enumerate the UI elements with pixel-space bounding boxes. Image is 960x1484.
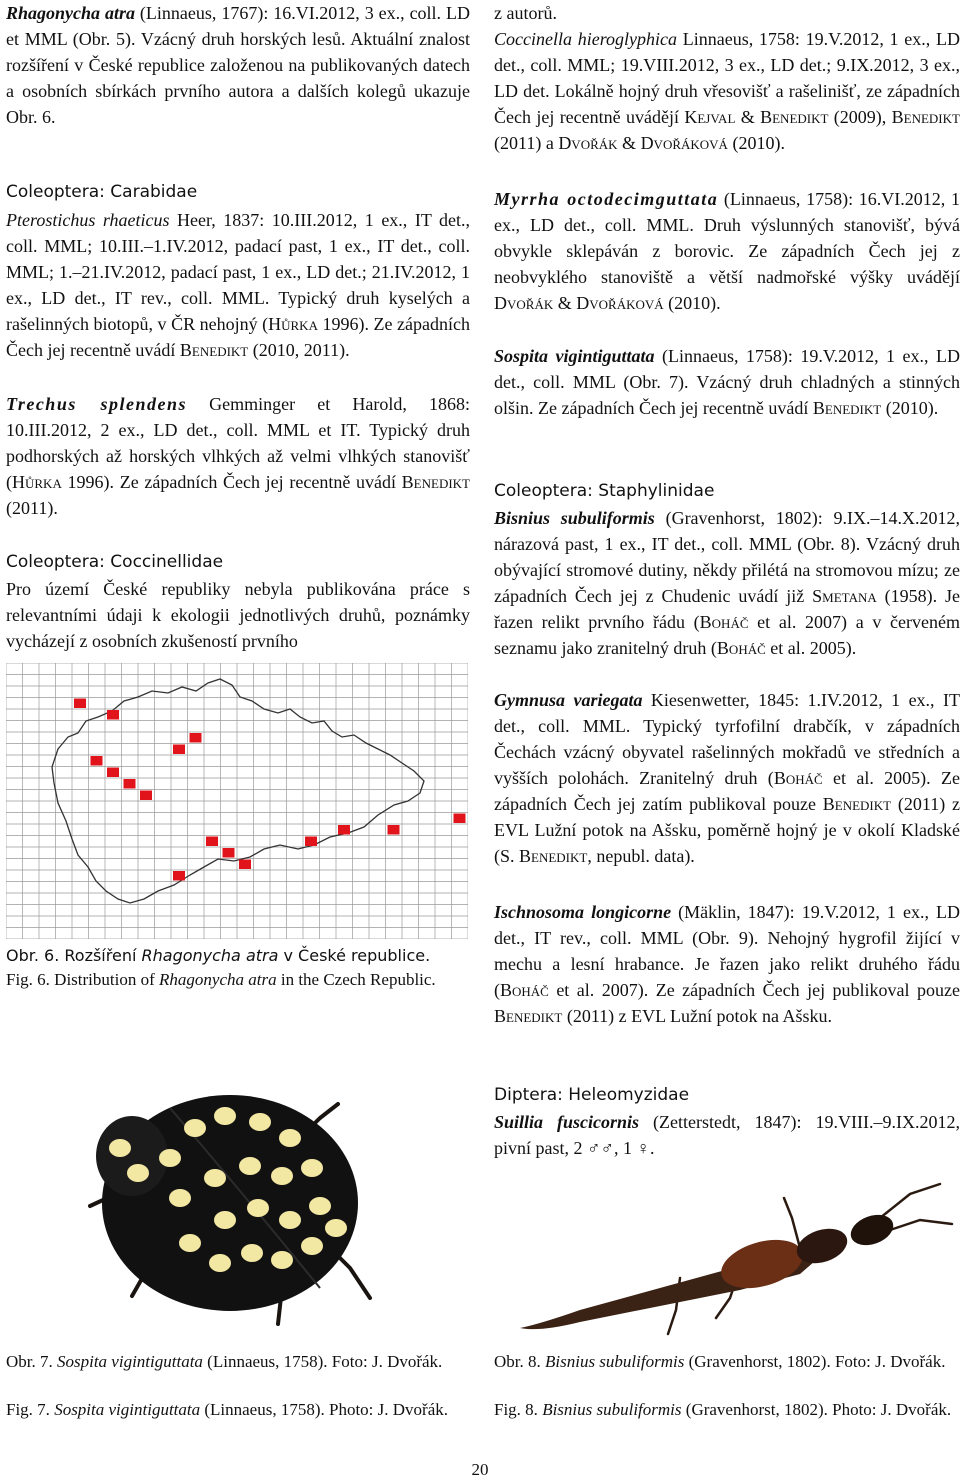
- figure-7-caption-en: Fig. 7. Sospita vigintiguttata (Linnaeus, 1758). Photo: J. Dvořák.: [6, 1400, 448, 1419]
- paragraph-myrrha: Myrrha octodecimguttata (Linnaeus, 1758): 16.VI.2012, 1 ex., LD det., coll. MML. Druh výslunných stanovišť, bývá obvykle sklepáván z borovic. Ze západních Čech jej z neobvyklého stanoviště a větší nadmořské výšky uvádějí Dvořák & Dvořáková (2010).: [494, 189, 960, 313]
- paragraph-gymnusa: Gymnusa variegata Kiesenwetter, 1845: 1.IV.2012, 1 ex., IT det., coll. MML. Typický tyrfofilní drabčík, v západních Čechách vzácný obyvatel rašelinných mokřadů ve středních a vyšších polohách. Zranitelný druh (Boháč et al. 2005). Ze západních Čech jej zatím publikoval pouze Benedikt (2011) z EVL Lužní potok na Ašsku, poměrně hojný je v okolí Kladské (S. Benedikt, nepubl. data).: [494, 690, 960, 866]
- ladybird-spot: [179, 1234, 201, 1252]
- species-name: Sospita vigintiguttata: [494, 346, 655, 366]
- figure-7-caption-cz: Obr. 7. Sospita vigintiguttata (Linnaeus, 1758). Foto: J. Dvořák.: [6, 1352, 443, 1371]
- ladybird-spot: [214, 1211, 236, 1229]
- species-name: Bisnius subuliformis: [494, 508, 655, 528]
- section-heading-carabidae: Coleoptera: Carabidae: [6, 182, 198, 202]
- record-square: [305, 837, 317, 847]
- section-heading-coccinellidae: Coleoptera: Coccinellidae: [6, 552, 224, 572]
- record-square: [239, 860, 251, 870]
- ladybird-spot: [249, 1113, 271, 1131]
- record-square: [223, 848, 235, 858]
- record-square: [91, 756, 103, 766]
- record-square: [140, 791, 152, 801]
- rove-beetle-photo: [500, 1178, 960, 1344]
- ladybird-spot: [239, 1157, 261, 1175]
- record-square: [74, 699, 86, 709]
- record-square: [107, 768, 119, 778]
- ladybird-head: [96, 1116, 168, 1196]
- section-heading-heleomyzidae: Diptera: Heleomyzidae: [494, 1085, 690, 1105]
- figure-8-caption-en: Fig. 8. Bisnius subuliformis (Gravenhorst, 1802). Photo: J. Dvořák.: [494, 1400, 952, 1419]
- distribution-map: [6, 663, 468, 939]
- species-name: Ischnosoma longicorne: [494, 902, 672, 922]
- ladybird-spot: [209, 1254, 231, 1272]
- paragraph-trechus: Trechus splendens Gemminger et Harold, 1868: 10.III.2012, 2 ex., LD det., coll. MML et IT. Typický druh podhorských až horských vlhkých až velmi vlhkých stanovišť (Hůrka 1996). Ze západních Čech jej recentně uvádí Benedikt (2011).: [6, 394, 470, 518]
- record-square: [124, 779, 136, 789]
- figure-8-caption-cz: Obr. 8. Bisnius subuliformis (Gravenhorst, 1802). Foto: J. Dvořák.: [494, 1352, 946, 1371]
- paragraph-pterostichus: Pterostichus rhaeticus Heer, 1837: 10.III.2012, 1 ex., IT det., coll. MML; 10.III.–1.IV.2012, padací past, 1 ex., IT det., coll. MML; 1.–21.IV.2012, padací past, 1 ex., LD det.; 21.IV.2012, 1 ex., LD det., IT rev., coll. MML. Typický druh kyselých a rašelinných biotopů, v ČR nehojný (Hůrka 1996). Ze západních Čech jej recentně uvádí Benedikt (2010, 2011).: [6, 210, 470, 360]
- ladybird-spot: [279, 1211, 301, 1229]
- record-square: [454, 814, 466, 824]
- paragraph-ischnosoma: Ischnosoma longicorne (Mäklin, 1847): 19.V.2012, 1 ex., LD det., IT rev., coll. MML (Obr. 9). Nehojný hygrofil žijící v mechu a lesní hrabance. Je řazen jako relikt druhého řádu (Boháč et al. 2007). Ze západních Čech jej publikoval pouze Benedikt (2011) z EVL Lužní potok na Ašsku.: [494, 902, 960, 1026]
- species-name: Rhagonycha atra: [6, 3, 135, 23]
- paragraph-coccinellidae-intro: Pro území České republiky nebyla publikována práce s relevantními údaji k ekologii jednotlivých druhů, poznámky vycházejí z osobních zkušeností prvního: [6, 579, 470, 651]
- species-name: Gymnusa variegata: [494, 690, 643, 710]
- ladybird-spot: [204, 1169, 226, 1187]
- species-name: Myrrha octodecimguttata: [494, 189, 719, 209]
- paragraph-sospita: Sospita vigintiguttata (Linnaeus, 1758): 19.V.2012, 1 ex., LD det., coll. MML (Obr. 7). Vzácný druh chladných a stinných olšin. Ze západních Čech jej recentně uvádí Benedikt (2010).: [494, 346, 960, 418]
- ladybird-spot: [127, 1164, 149, 1182]
- paragraph-rhagonycha: Rhagonycha atra (Linnaeus, 1767): 16.VI.2012, 3 ex., coll. LD et MML (Obr. 5). Vzácný druh horských lesů. Aktuální znalost rozšíření v České republice založenou na publikovaných datech a osobních sbírkách prvního autora a dalších kolegů ukazuje Obr. 6.: [6, 3, 470, 127]
- ladybird-spot: [169, 1189, 191, 1207]
- ladybird-spot: [271, 1251, 293, 1269]
- ladybird-spot: [271, 1167, 293, 1185]
- ladybird-spot: [184, 1119, 206, 1137]
- ladybird-spot: [159, 1149, 181, 1167]
- record-square: [173, 745, 185, 755]
- species-name: Trechus splendens: [6, 394, 187, 414]
- record-square: [338, 825, 350, 835]
- ladybird-spot: [309, 1197, 331, 1215]
- ladybird-spot: [214, 1107, 236, 1125]
- species-name: Pterostichus rhaeticus: [6, 210, 170, 230]
- ladybird-spot: [301, 1237, 323, 1255]
- ladybird-photo: [20, 1038, 440, 1340]
- ladybird-spot: [109, 1139, 131, 1157]
- species-name: Coccinella hieroglyphica: [494, 29, 678, 49]
- ladybird-spot: [279, 1129, 301, 1147]
- paragraph-bisnius: Bisnius subuliformis (Gravenhorst, 1802): 9.IX.–14.X.2012, nárazová past, 1 ex., IT det., coll. MML (Obr. 8). Vzácný druh obývající stromové dutiny, někdy přilétá na stromovou mízu; ze západních Čech jej z Chudenic uvádí již Smetana (1958). Je řazen relikt prvního řádu (Boháč et al. 2007) a v červeném seznamu jako zranitelný druh (Boháč et al. 2005).: [494, 508, 960, 658]
- figure-6-caption-en: Fig. 6. Distribution of Rhagonycha atra in the Czech Republic.: [6, 970, 436, 989]
- record-square: [190, 733, 202, 743]
- ladybird-spot: [241, 1244, 263, 1262]
- record-square: [388, 825, 400, 835]
- record-square: [173, 871, 185, 881]
- record-square: [107, 710, 119, 720]
- section-heading-staphylinidae: Coleoptera: Staphylinidae: [494, 481, 715, 501]
- ladybird-spot: [325, 1219, 347, 1237]
- page-number: 20: [471, 1460, 489, 1479]
- paragraph-suillia: Suillia fuscicornis (Zetterstedt, 1847): 19.VIII.–9.IX.2012, pivní past, 2 ♂♂, 1 ♀.: [494, 1112, 960, 1158]
- paragraph-coccinella: Coccinella hieroglyphica Linnaeus, 1758: 19.V.2012, 1 ex., LD det., coll. MML; 19.VIII.2012, 3 ex., LD det.; 9.IX.2012, 3 ex., LD det. Lokálně hojný druh vřesovišť a rašelinišť, ze západních Čech jej recentně uvádějí Kejval & Benedikt (2009), Benedikt (2011) a Dvořák & Dvořáková (2010).: [494, 29, 960, 153]
- rove-beetle-head: [847, 1209, 898, 1250]
- figure-6-caption-cz: Obr. 6. Rozšíření Rhagonycha atra v České republice.: [6, 946, 431, 965]
- paragraph-continuation: z autorů.: [494, 3, 557, 23]
- species-name: Suillia fuscicornis: [494, 1112, 640, 1132]
- ladybird-spot: [247, 1199, 269, 1217]
- record-square: [206, 837, 218, 847]
- ladybird-spot: [301, 1159, 323, 1177]
